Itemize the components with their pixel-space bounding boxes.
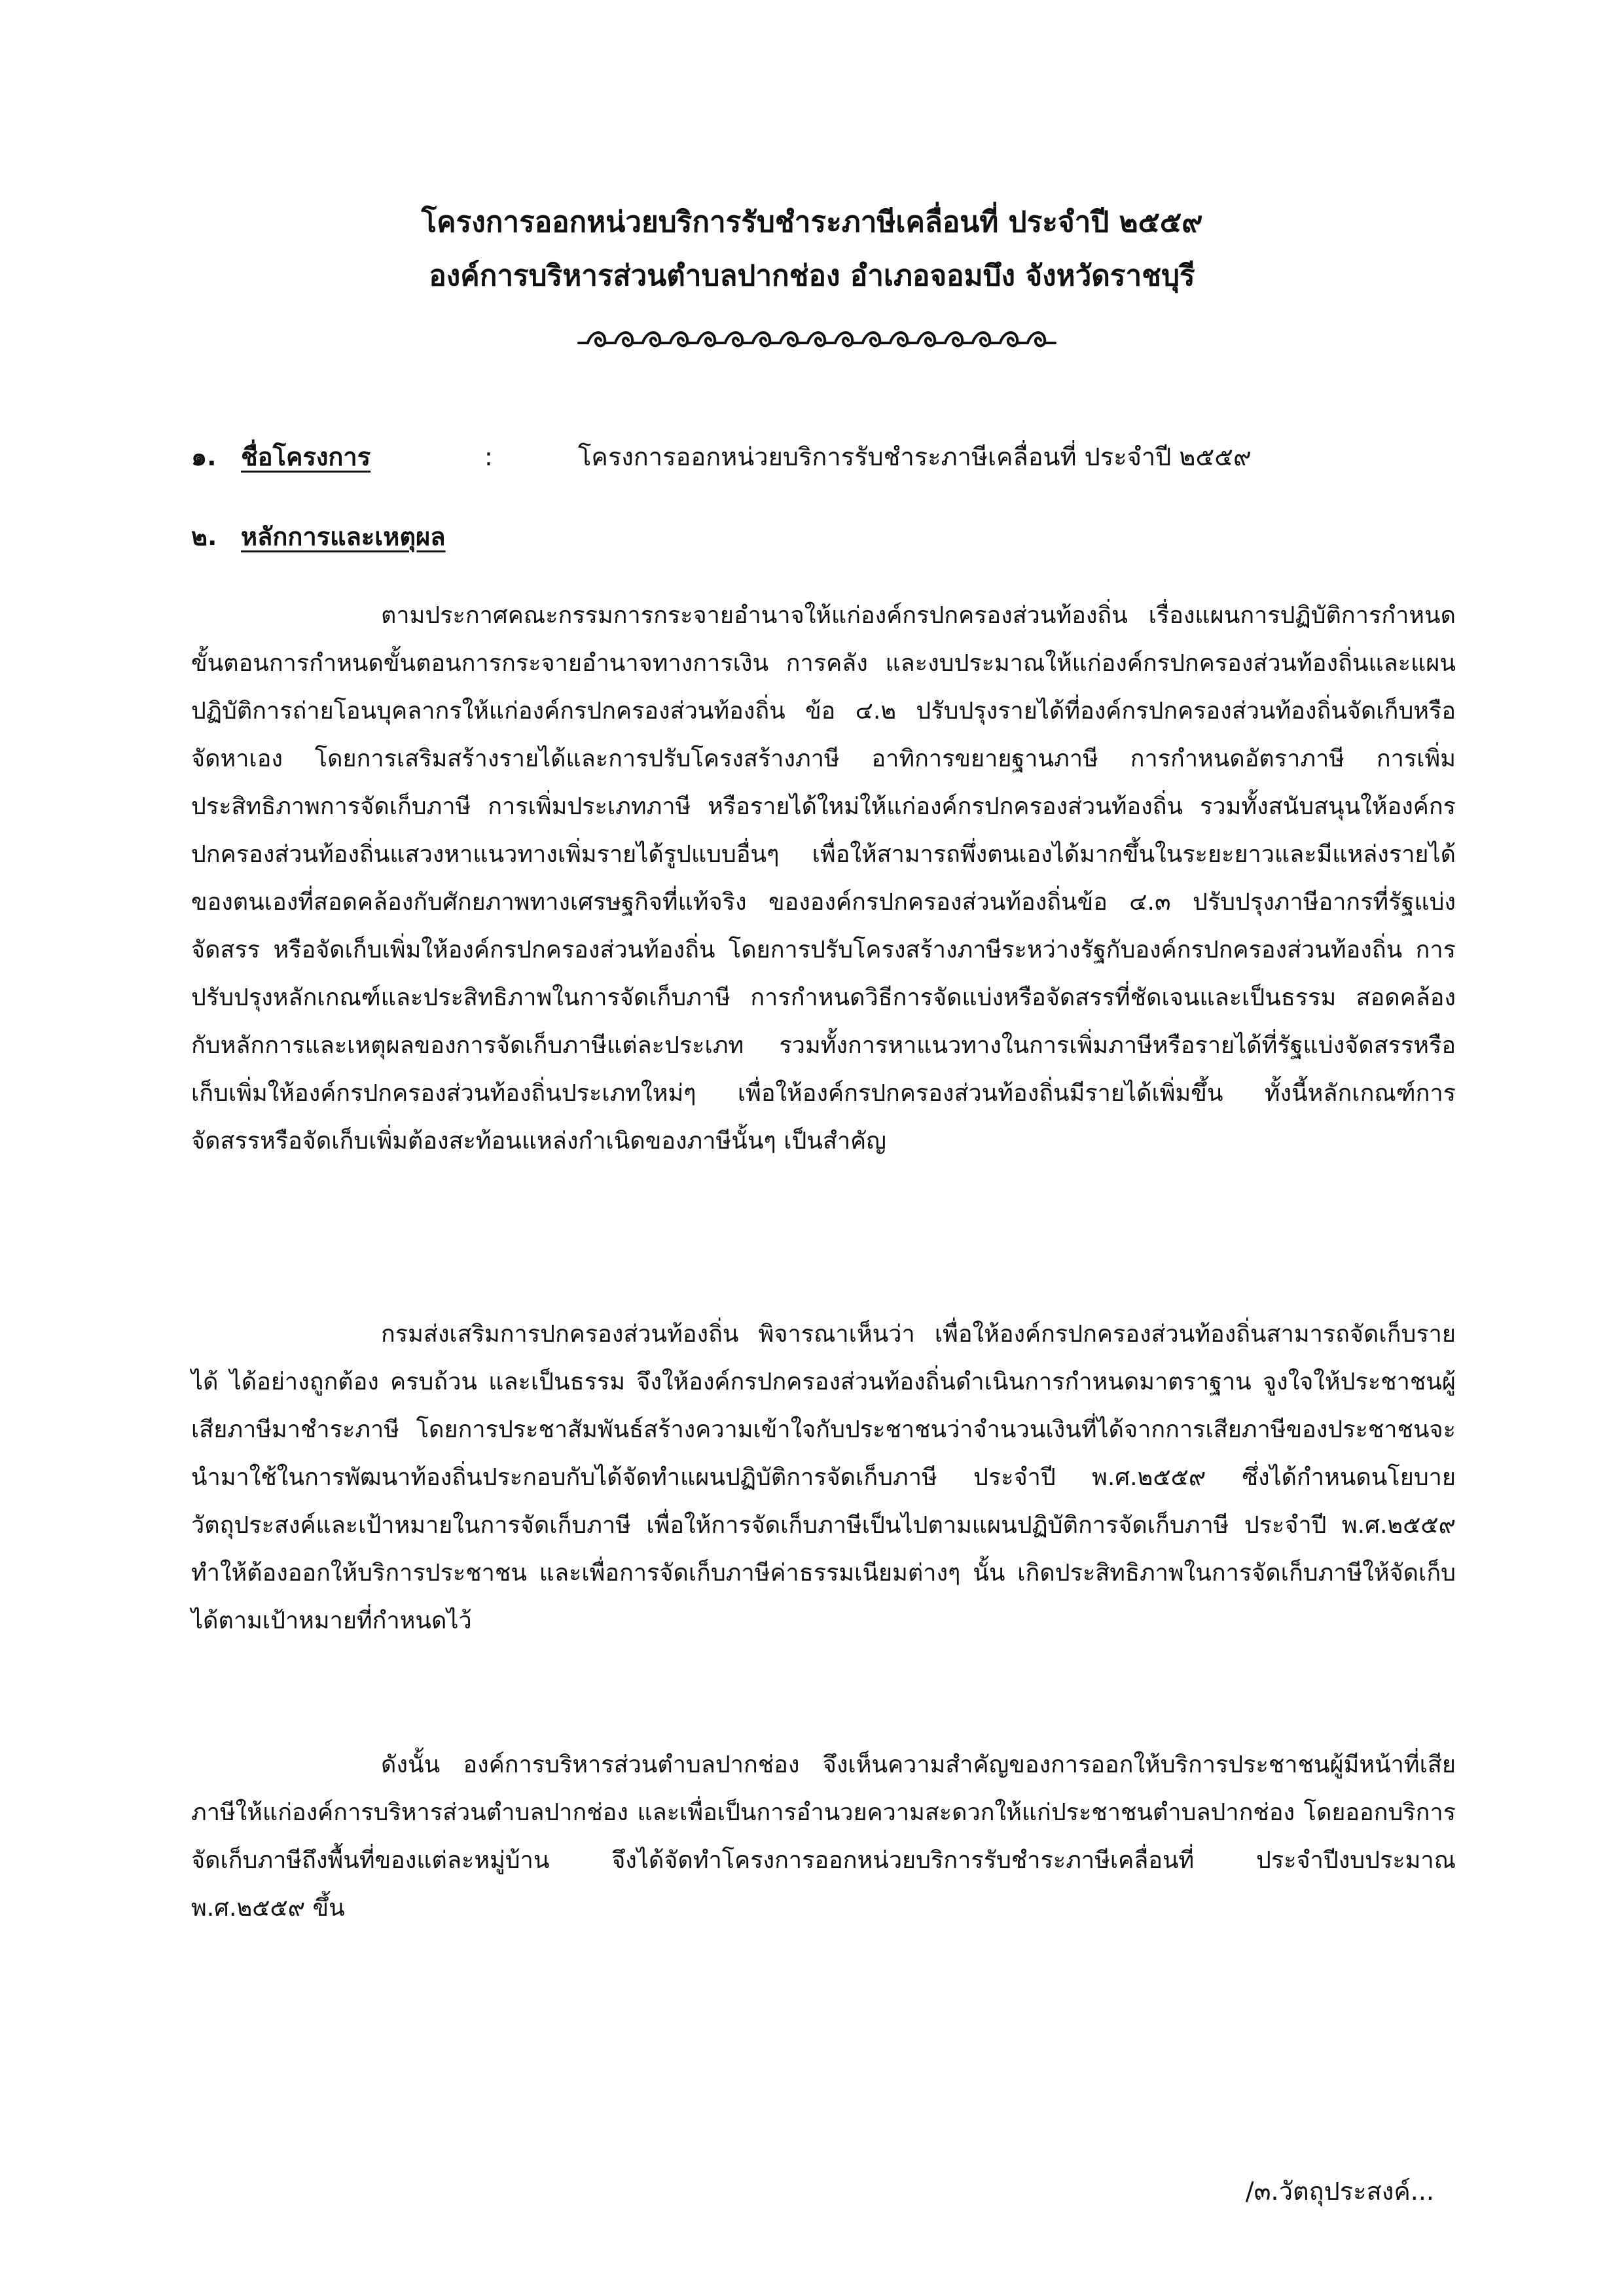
section-1-number: ๑. <box>191 442 217 471</box>
decorative-divider-icon <box>576 321 1067 360</box>
ornament-swirl <box>725 332 753 346</box>
document-title-line-2: องค์การบริหารส่วนตำบลปากช่อง อำเภอจอมบึง จังหวัดราชบุรี <box>429 259 1195 293</box>
rationale-paragraph-3: ดังนั้น องค์การบริหารส่วนตำบลปากช่อง จึงเห็นความสำคัญของการออกให้บริการประชาชนผู้มีหน้าที่เสียภาษีให้แก่องค์การบริหารส่วนตำบลปากช่อง และเพื่อเป็นการอำนวยความสะดวกให้แก่ประชาชนตำบลปากช่อง โดยออกบริการจัดเก็บภาษีถึงพื้นที่ของแต่ละหมู่บ้าน จึงได้จัดทำโครงการออกหน่วยบริการรับชำระภาษีเคลื่อนที่ ประจำปีงบประมาณ พ.ศ.๒๕๕๙ ขึ้น <box>191 1751 1456 1922</box>
section-1-colon: : <box>484 442 493 471</box>
section-2-label: หลักการและเหตุผล <box>241 522 446 551</box>
section-2-number: ๒. <box>191 522 217 551</box>
ornament-swirl <box>670 332 698 346</box>
rationale-paragraph-1: ตามประกาศคณะกรรมการกระจายอำนาจให้แก่องค์กรปกครองส่วนท้องถิ่น เรื่องแผนการปฏิบัติการกำหนดขั้นตอนการกำหนดขั้นตอนการกระจายอำนาจทางการเงิน การคลัง และงบประมาณให้แก่องค์กรปกครองส่วนท้องถิ่นและแผนปฏิบัติการถ่ายโอนบุคลากรให้แก่องค์กรปกครองส่วนท้องถิ่น ข้อ ๔.๒ ปรับปรุงรายได้ที่องค์กรปกครองส่วนท้องถิ่นจัดเก็บหรือจัดหาเอง โดยการเสริมสร้างรายได้และการปรับโครงสร้างภาษี อาทิการขยายฐานภาษี การกำหนดอัตราภาษี การเพิ่มประสิทธิภาพการจัดเก็บภาษี การเพิ่มประเภทภาษี หรือรายได้ใหม่ให้แก่องค์กรปกครองส่วนท้องถิ่น รวมทั้งสนับสนุนให้องค์กรปกครองส่วนท้องถิ่นแสวงหาแนวทางเพิ่มรายได้รูปแบบอื่นๆ เพื่อให้สามารถพึ่งตนเองได้มากขึ้นในระยะยาวและมีแหล่งรายได้ของตนเองที่สอดคล้องกับศักยภาพทางเศรษฐกิจที่แท้จริง ขององค์กรปกครองส่วนท้องถิ่นข้อ ๔.๓ ปรับปรุงภาษีอากรที่รัฐแบ่ง จัดสรร หรือจัดเก็บเพิ่มให้องค์กรปกครองส่วนท้องถิ่น โดยการปรับโครงสร้างภาษีระหว่างรัฐกับองค์กรปกครองส่วนท้องถิ่น การปรับปรุงหลักเกณฑ์และประสิทธิภาพในการจัดเก็บภาษี การกำหนดวิธีการจัดแบ่งหรือจัดสรรที่ชัดเจนและเป็นธรรม สอดคล้องกับหลักการและเหตุผลของการจัดเก็บภาษีแต่ละประเภท รวมทั้งการหาแนวทางในการเพิ่มภาษีหรือรายได้ที่รัฐแบ่งจัดสรรหรือเก็บเพิ่มให้องค์กรปกครองส่วนท้องถิ่นประเภทใหม่ๆ เพื่อให้องค์กรปกครองส่วนท้องถิ่นมีรายได้เพิ่มขึ้น ทั้งนี้หลักเกณฑ์การจัดสรรหรือจัดเก็บเพิ่มต้องสะท้อนแหล่งกำเนิดของภาษีนั้นๆ เป็นสำคัญ <box>191 602 1456 1155</box>
ornament-swirl <box>1028 332 1055 346</box>
section-1-value: โครงการออกหน่วยบริการรับชำระภาษีเคลื่อนที่ ประจำปี ๒๕๕๙ <box>578 442 1252 471</box>
ornament-swirl <box>753 332 780 346</box>
ornament-swirl <box>643 332 670 346</box>
continued-marker: /๓.วัตถุประสงค์... <box>1245 2177 1434 2206</box>
ornament-swirl <box>698 332 725 346</box>
ornament-swirl <box>973 332 1000 346</box>
rationale-paragraph-2: กรมส่งเสริมการปกครองส่วนท้องถิ่น พิจารณาเห็นว่า เพื่อให้องค์กรปกครองส่วนท้องถิ่นสามารถจัดเก็บรายได้ ได้อย่างถูกต้อง ครบถ้วน และเป็นธรรม จึงให้องค์กรปกครองส่วนท้องถิ่นดำเนินการกำหนดมาตราฐาน จูงใจให้ประชาชนผู้เสียภาษีมาชำระภาษี โดยการประชาสัมพันธ์สร้างความเข้าใจกับประชาชนว่าจำนวนเงินที่ได้จากการเสียภาษีของประชาชนจะนำมาใช้ในการพัฒนาท้องถิ่นประกอบกับได้จัดทำแผนปฏิบัติการจัดเก็บภาษี ประจำปี พ.ศ.๒๕๕๙ ซึ่งได้กำหนดนโยบาย วัตถุประสงค์และเป้าหมายในการจัดเก็บภาษี เพื่อให้การจัดเก็บภาษีเป็นไปตามแผนปฏิบัติการจัดเก็บภาษี ประจำปี พ.ศ.๒๕๕๙ ทำให้ต้องออกให้บริการประชาชน และเพื่อการจัดเก็บภาษีค่าธรรมเนียมต่างๆ นั้น เกิดประสิทธิภาพในการจัดเก็บภาษีให้จัดเก็บได้ตามเป้าหมายที่กำหนดไว้ <box>191 1321 1456 1634</box>
ornament-swirl <box>615 332 643 346</box>
ornament-swirl <box>808 332 835 346</box>
ornament-swirl <box>835 332 863 346</box>
section-1-label: ชื่อโครงการ <box>241 442 371 471</box>
ornament-swirl <box>780 332 808 346</box>
ornament-swirl <box>588 332 615 346</box>
ornament-swirl <box>863 332 890 346</box>
ornament-swirl <box>1000 332 1028 346</box>
ornament-swirl <box>918 332 945 346</box>
ornament-swirl <box>945 332 973 346</box>
ornament-swirl <box>890 332 918 346</box>
document-title-line-1: โครงการออกหน่วยบริการรับชำระภาษีเคลื่อนที่ ประจำปี ๒๕๕๙ <box>421 206 1203 239</box>
